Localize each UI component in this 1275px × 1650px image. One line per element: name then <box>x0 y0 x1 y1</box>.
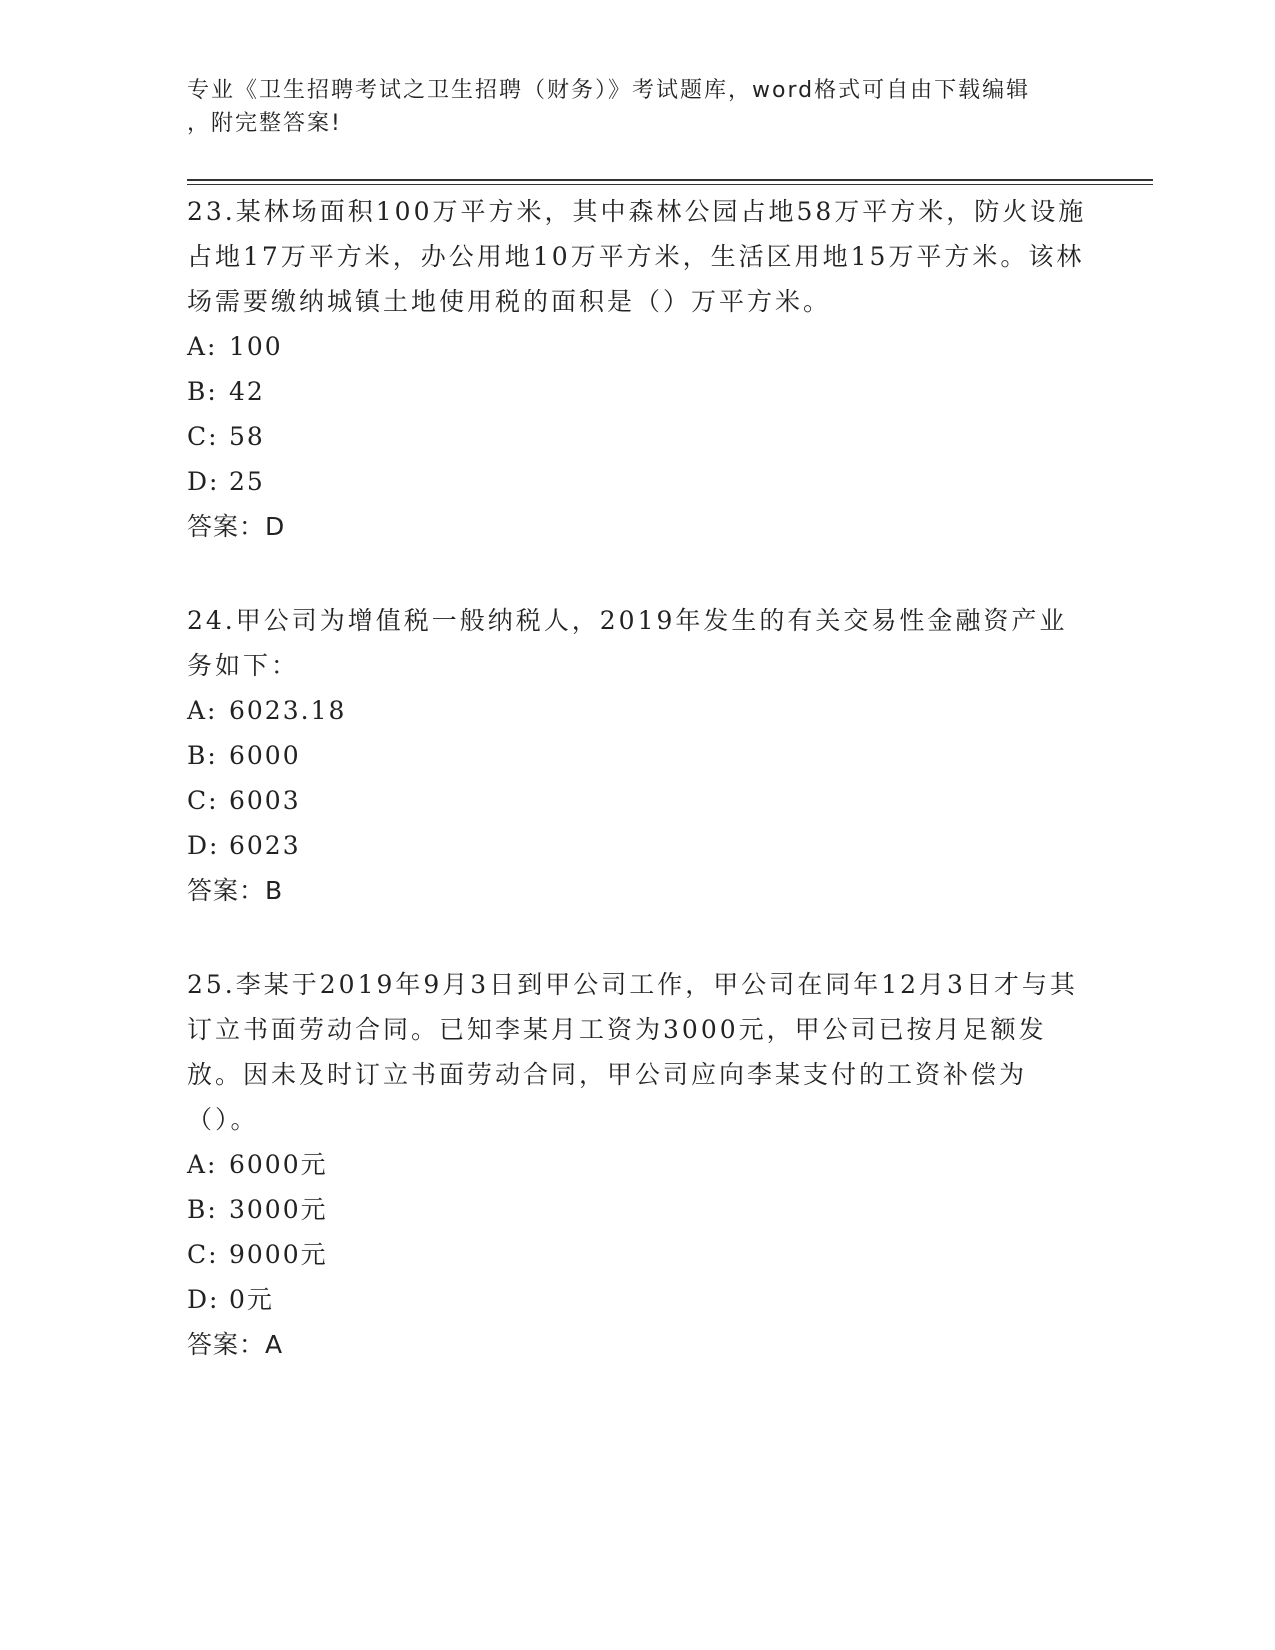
option-d <box>187 823 1087 868</box>
header-line-2: ，附完整答案! <box>187 111 342 136</box>
answer-line: 答案：A <box>187 1330 284 1359</box>
option-d <box>187 1277 1087 1322</box>
question-25 <box>187 962 1087 1367</box>
option-c <box>187 1232 1087 1277</box>
option-a <box>187 324 1087 369</box>
header-line-1: 专业《卫生招聘考试之卫生招聘（财务）》考试题库，word格式可自由下载编辑 <box>187 78 1031 103</box>
option-text: 6000元 <box>229 1150 328 1179</box>
question-stem: 23.某林场面积100万平方米，其中森林公园占地58万平方米，防火设施占地17万平方米，办公用地10万平方米，生活区用地15万平方米。该林场需要缴纳城镇土地使用税的面积是（）万平方米。 <box>187 197 1087 316</box>
header-divider <box>187 179 1153 185</box>
option-letter: A: <box>187 332 218 361</box>
option-a <box>187 1142 1087 1187</box>
option-letter: C: <box>187 1240 219 1269</box>
option-letter: A: <box>187 696 218 725</box>
answer-line: 答案：B <box>187 876 284 905</box>
answer-line: 答案：D <box>187 512 286 541</box>
option-b <box>187 733 1087 778</box>
option-text: 6023.18 <box>229 696 347 725</box>
option-text: 0元 <box>229 1285 274 1314</box>
question-23 <box>187 189 1087 549</box>
option-text: 6003 <box>229 786 301 815</box>
option-text: 58 <box>229 422 265 451</box>
question-stem: 25.李某于2019年9月3日到甲公司工作，甲公司在同年12月3日才与其订立书面劳动合同。已知李某月工资为3000元，甲公司已按月足额发放。因未及时订立书面劳动合同，甲公司应向李某支付的工资补偿为（）。 <box>187 970 1078 1134</box>
option-text: 100 <box>229 332 283 361</box>
option-letter: B: <box>187 741 218 770</box>
option-b <box>187 369 1087 414</box>
option-text: 3000元 <box>229 1195 328 1224</box>
option-letter: D: <box>187 467 220 496</box>
option-c <box>187 778 1087 823</box>
option-text: 6000 <box>229 741 301 770</box>
option-letter: C: <box>187 786 219 815</box>
option-text: 9000元 <box>229 1240 328 1269</box>
question-24 <box>187 598 1087 913</box>
option-c <box>187 414 1087 459</box>
question-stem: 24.甲公司为增值税一般纳税人，2019年发生的有关交易性金融资产业务如下： <box>187 606 1068 680</box>
document-header <box>187 74 1087 140</box>
option-a <box>187 688 1087 733</box>
option-text: 6023 <box>229 831 301 860</box>
option-letter: B: <box>187 377 218 406</box>
option-b <box>187 1187 1087 1232</box>
option-letter: C: <box>187 422 219 451</box>
option-text: 25 <box>229 467 265 496</box>
option-d <box>187 459 1087 504</box>
option-letter: B: <box>187 1195 218 1224</box>
option-letter: A: <box>187 1150 218 1179</box>
option-text: 42 <box>229 377 265 406</box>
option-letter: D: <box>187 831 220 860</box>
option-letter: D: <box>187 1285 220 1314</box>
